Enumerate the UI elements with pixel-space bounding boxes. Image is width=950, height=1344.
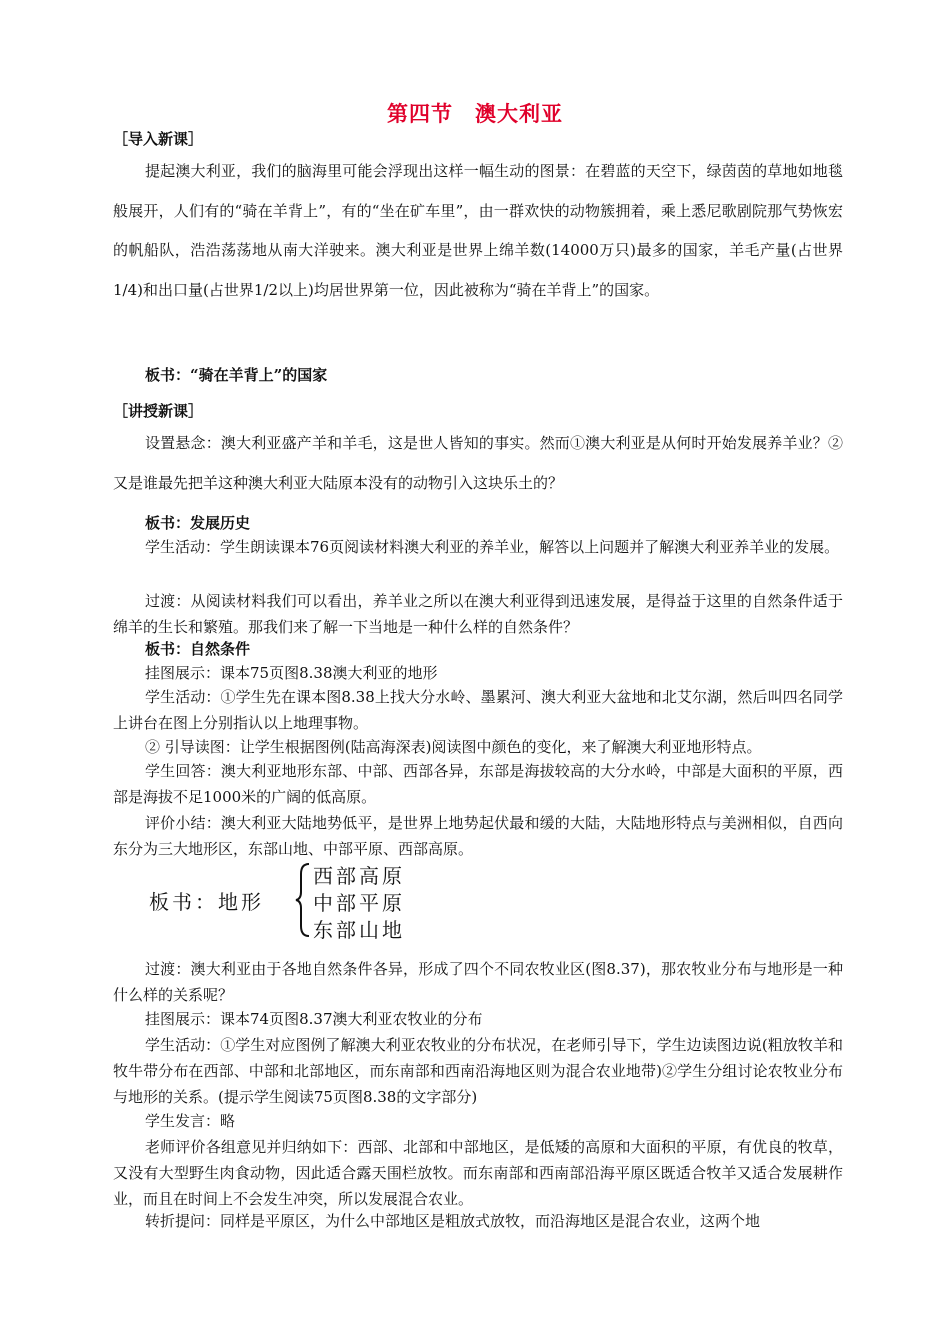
student-activity-paragraph: 学生活动：学生朗读课本76页阅读材料澳大利亚的养羊业，解答以上问题并了解澳大利亚养羊业的发展。 [145, 538, 840, 556]
board-note-nature: 板书：自然条件 [145, 640, 251, 658]
guided-reading-line: ② 引导读图：让学生根据图例(陆高海深表)阅读图中颜色的变化，来了解澳大利亚地形特点。 [145, 738, 762, 756]
board-label: 板书：地形 [149, 890, 264, 914]
board-item-west: 西部高原 [313, 864, 405, 888]
suspense-paragraph: 设置悬念：澳大利亚盛产羊和羊毛，这是世人皆知的事实。然而①澳大利亚是从何时开始发展养羊业？②又是谁最先把羊这种澳大利亚大陆原本没有的动物引入这块乐土的？ [113, 434, 843, 492]
wallchart-line-terrain: 挂图展示：课本75页图8.38澳大利亚的地形 [145, 664, 438, 682]
student-activity-terrain: 学生活动：①学生先在课本图8.38上找大分水岭、墨累河、澳大利亚大盆地和北艾尔湖，然后叫四名同学上讲台在图上分别指认以上地理事物。 [113, 688, 843, 732]
board-item-central: 中部平原 [313, 891, 405, 915]
wallchart-line-agri: 挂图展示：课本74页图8.37澳大利亚农牧业的分布 [145, 1010, 483, 1028]
teacher-summary-paragraph: 老师评价各组意见并归纳如下：西部、北部和中部地区，是低矮的高原和大面积的平原，有优良的牧草，又没有大型野生肉食动物，因此适合露天围栏放牧。而东南部和西南部沿海平原区既适合牧羊又适合发展耕作业，而且在时间上不会发生冲突，所以发展混合农业。 [113, 1138, 843, 1208]
summary-paragraph: 评价小结：澳大利亚大陆地势低平，是世界上地势起伏最和缓的大陆，大陆地形特点与美洲相似，自西向东分为三大地形区，东部山地、中部平原、西部高原。 [113, 814, 843, 858]
transition-agri-paragraph: 过渡：澳大利亚由于各地自然条件各异，形成了四个不同农牧业区(图8.37)，那农牧业分布与地形是一种什么样的关系呢？ [113, 960, 843, 1004]
page-title: 第四节 澳大利亚 [387, 102, 563, 126]
turning-question-paragraph: 转折提问：同样是平原区，为什么中部地区是粗放式放牧，而沿海地区是混合农业，这两个地 [145, 1212, 761, 1230]
student-activity-agri: 学生活动：①学生对应图例了解澳大利亚农牧业的分布状况，在老师引导下，学生边读图边说(粗放牧羊和牧牛带分布在西部、中部和北部地区，而东南部和西南沿海地区则为混合农业地带)②学生分组讨论农牧业分布与地形的关系。(提示学生阅读75页图8.38的文字部分) [113, 1036, 843, 1106]
intro-paragraph: 提起澳大利亚，我们的脑海里可能会浮现出这样一幅生动的图景：在碧蓝的天空下，绿茵茵的草地如地毯般展开，人们有的“骑在羊背上”，有的“坐在矿车里”，由一群欢快的动物簇拥着，乘上悉尼歌剧院那气势恢宏的帆船队，浩浩荡荡地从南大洋驶来。澳大利亚是世界上绵羊数(14000万只)最多的国家，羊毛产量(占世界1/4)和出口量(占世界1/2以上)均居世界第一位，因此被称为“骑在羊背上”的国家。 [113, 162, 843, 299]
board-note-intro: 板书：“骑在羊背上”的国家 [145, 366, 328, 384]
transition-paragraph: 过渡：从阅读材料我们可以看出，养羊业之所以在澳大利亚得到迅速发展，是得益于这里的自然条件适于绵羊的生长和繁殖。那我们来了解一下当地是一种什么样的自然条件？ [113, 592, 843, 636]
terrain-board-diagram [145, 860, 465, 940]
curly-brace-icon [295, 862, 311, 938]
student-answer-paragraph: 学生回答：澳大利亚地形东部、中部、西部各异，东部是海拔较高的大分水岭，中部是大面积的平原，西部是海拔不足1000米的广阔的低高原。 [113, 762, 843, 806]
student-speech-line: 学生发言：略 [145, 1112, 236, 1130]
board-note-history: 板书：发展历史 [145, 514, 251, 532]
board-item-east: 东部山地 [313, 918, 405, 942]
section-heading-intro: ［导入新课］ [113, 130, 204, 148]
section-heading-lesson: ［讲授新课］ [113, 402, 204, 420]
